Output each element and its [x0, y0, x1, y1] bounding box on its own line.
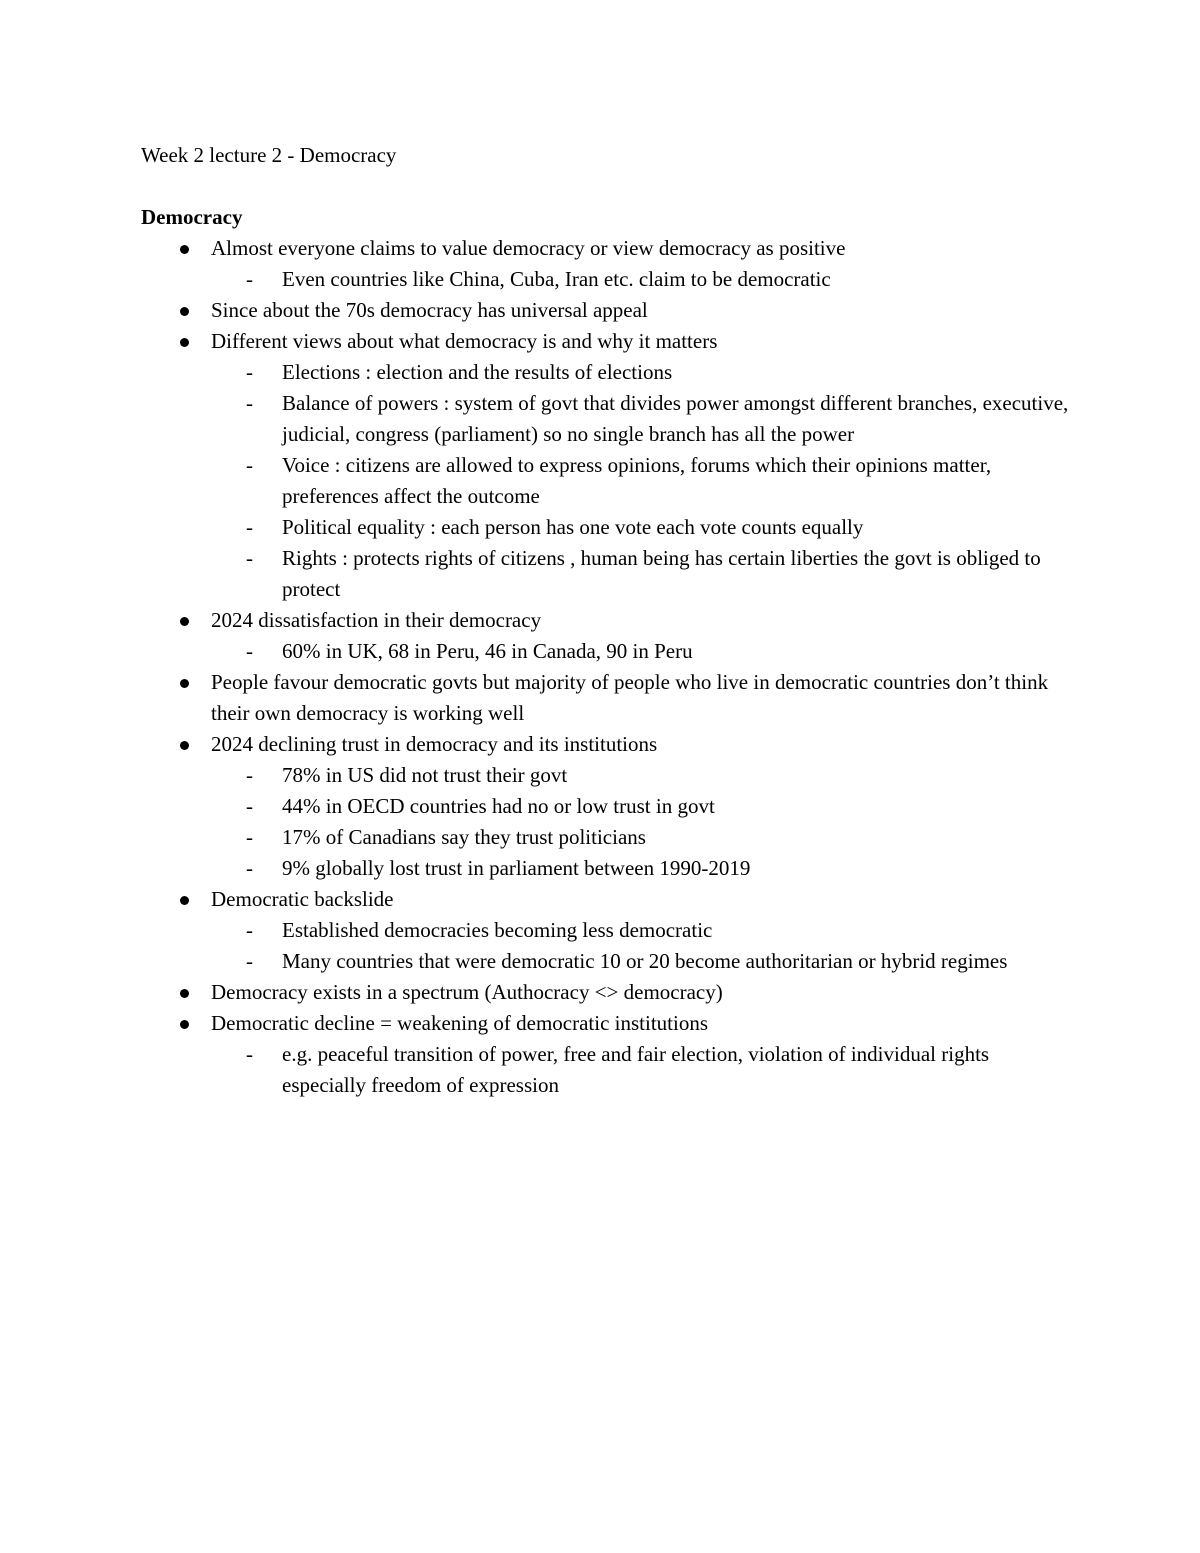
sub-text: Established democracies becoming less democratic: [282, 918, 713, 942]
bullet-dot-icon: [180, 307, 189, 316]
dash-icon: -: [246, 360, 253, 384]
bullet-item: [141, 1008, 1071, 1101]
bullet-item: [141, 977, 1071, 1008]
bullet-text: Almost everyone claims to value democracy or view democracy as positive: [211, 236, 846, 260]
bullet-item: [141, 233, 1071, 295]
sub-text: 9% globally lost trust in parliament between 1990-2019: [282, 856, 751, 880]
sub-item: [141, 388, 1071, 450]
sub-item: [141, 512, 1071, 543]
sub-item: [141, 853, 1071, 884]
dash-icon: -: [246, 453, 253, 477]
dash-icon: -: [246, 267, 253, 291]
document-page: [141, 140, 1071, 1101]
sub-text: Balance of powers : system of govt that divides power amongst different branches, executive, judicial, congress (parliament) so no single branch has all the power: [282, 391, 1069, 446]
sub-item: [141, 822, 1071, 853]
sub-item: [141, 636, 1071, 667]
bullet-dot-icon: [180, 896, 189, 905]
sub-item: [141, 915, 1071, 946]
sub-text: Rights : protects rights of citizens , human being has certain liberties the govt is obliged to protect: [282, 546, 1041, 601]
sub-text: 44% in OECD countries had no or low trust in govt: [282, 794, 715, 818]
sub-list: [211, 760, 1071, 884]
sub-item: [141, 450, 1071, 512]
bullet-item: [141, 605, 1071, 667]
bullet-dot-icon: [180, 989, 189, 998]
dash-icon: -: [246, 825, 253, 849]
bullet-text: 2024 dissatisfaction in their democracy: [211, 608, 542, 632]
bullet-text: Democratic decline = weakening of democratic institutions: [211, 1011, 709, 1035]
sub-text: Elections : election and the results of elections: [282, 360, 673, 384]
bullet-item: [141, 729, 1071, 884]
dash-icon: -: [246, 856, 253, 880]
sub-list: [211, 1039, 1071, 1101]
sub-list: [211, 915, 1071, 977]
bullet-item: [141, 884, 1071, 977]
bullet-text: Democracy exists in a spectrum (Authocracy <> democracy): [211, 980, 723, 1004]
dash-icon: -: [246, 515, 253, 539]
sub-text: e.g. peaceful transition of power, free and fair election, violation of individual rights especially freedom of expression: [282, 1042, 990, 1097]
sub-list: [211, 636, 1071, 667]
sub-list: [211, 357, 1071, 605]
bullet-item: [141, 326, 1071, 605]
sub-item: [141, 264, 1071, 295]
bullet-dot-icon: [180, 679, 189, 688]
bullet-text: Since about the 70s democracy has universal appeal: [211, 298, 648, 322]
bullet-dot-icon: [180, 338, 189, 347]
dash-icon: -: [246, 794, 253, 818]
sub-text: Voice : citizens are allowed to express opinions, forums which their opinions matter, preferences affect the outcome: [282, 453, 992, 508]
dash-icon: -: [246, 546, 253, 570]
bullet-text: People favour democratic govts but majority of people who live in democratic countries don’t think their own democracy is working well: [211, 670, 1049, 725]
sub-text: 78% in US did not trust their govt: [282, 763, 568, 787]
bullet-item: [141, 667, 1071, 729]
bullet-item: [141, 295, 1071, 326]
bullet-text: 2024 declining trust in democracy and its institutions: [211, 732, 658, 756]
bullet-dot-icon: [180, 1020, 189, 1029]
dash-icon: -: [246, 949, 253, 973]
document-title: Week 2 lecture 2 - Democracy: [141, 143, 397, 167]
sub-text: Political equality : each person has one vote each vote counts equally: [282, 515, 864, 539]
bullet-list: [141, 233, 1071, 1101]
sub-text: Many countries that were democratic 10 or 20 become authoritarian or hybrid regimes: [282, 949, 1008, 973]
sub-list: [211, 264, 1071, 295]
sub-item: [141, 357, 1071, 388]
dash-icon: -: [246, 918, 253, 942]
dash-icon: -: [246, 763, 253, 787]
bullet-dot-icon: [180, 617, 189, 626]
bullet-dot-icon: [180, 245, 189, 254]
sub-item: [141, 543, 1071, 605]
section-heading: Democracy: [141, 205, 243, 229]
sub-item: [141, 760, 1071, 791]
dash-icon: -: [246, 1042, 253, 1066]
dash-icon: -: [246, 639, 253, 663]
bullet-dot-icon: [180, 741, 189, 750]
bullet-text: Different views about what democracy is and why it matters: [211, 329, 718, 353]
bullet-text: Democratic backslide: [211, 887, 394, 911]
dash-icon: -: [246, 391, 253, 415]
sub-item: [141, 946, 1071, 977]
sub-text: 17% of Canadians say they trust politicians: [282, 825, 646, 849]
sub-text: 60% in UK, 68 in Peru, 46 in Canada, 90 in Peru: [282, 639, 693, 663]
sub-text: Even countries like China, Cuba, Iran etc. claim to be democratic: [282, 267, 831, 291]
sub-item: [141, 791, 1071, 822]
sub-item: [141, 1039, 1071, 1101]
blank-line: [141, 171, 1071, 202]
